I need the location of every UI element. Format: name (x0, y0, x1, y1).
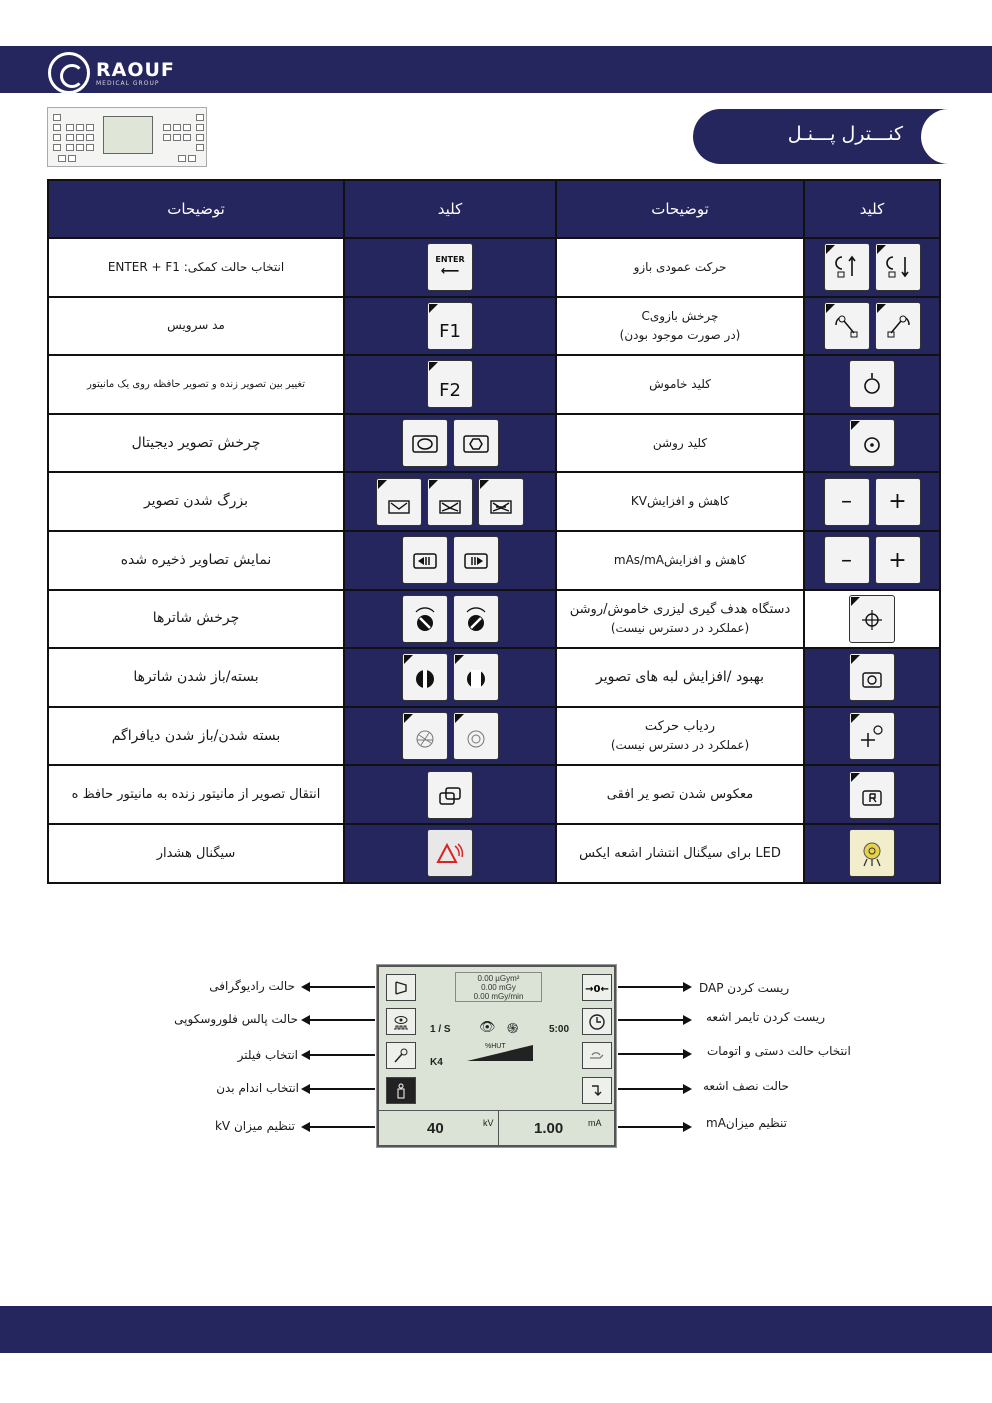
key-cell (804, 765, 940, 824)
desc-note: (عملکرد در دسترس نیست) (610, 620, 750, 635)
arrow (618, 1088, 690, 1090)
arrow (303, 986, 375, 988)
ma-increase-button: + (875, 536, 921, 584)
filter-select-button[interactable] (386, 1042, 416, 1069)
hut-label: %HUT (485, 1043, 506, 1050)
svg-text:→0←: →0← (585, 983, 609, 995)
power-on-icon (849, 419, 895, 467)
desc-line: چرخش بازویC (641, 308, 719, 323)
zoom-level-2-icon (427, 478, 473, 526)
arrow (303, 1019, 375, 1021)
table-row (48, 297, 940, 356)
label-pulse-fluoro: حالت پالس فلوروسکوپی (174, 1012, 298, 1026)
label-filter: انتخاب فیلتر (237, 1048, 298, 1062)
desc-note: (در صورت موجود بودن) (619, 327, 741, 342)
description-cell: بزرگ شدن تصویر (48, 472, 344, 531)
c-arm-rotate-right-icon (875, 302, 921, 350)
description-cell: انتقال تصویر از مانیتور زنده به مانیتور حافظ ه (48, 765, 344, 824)
iris-open-icon (453, 712, 499, 760)
key-cell (344, 414, 556, 473)
arrow (303, 1088, 375, 1090)
ma-unit: mA (588, 1118, 602, 1128)
label-radiography: حالت رادیوگرافی (209, 979, 295, 993)
dap-line: 0.00 µGym² (477, 974, 520, 983)
key-cell (344, 590, 556, 649)
key-cell (804, 355, 940, 414)
shutter-rotate-right-icon (453, 595, 499, 643)
key-cell (804, 590, 940, 649)
body-part-button[interactable] (386, 1077, 416, 1104)
label-kv-setting: تنظیم میزان kV (214, 1119, 295, 1133)
key-cell (344, 824, 556, 883)
header-key-left: کلید (344, 180, 556, 238)
description-cell: بسته/باز شدن شاترها (48, 648, 344, 707)
description-cell: LED برای سیگنال انتشار اشعه ایکس (556, 824, 804, 883)
arm-down-icon (875, 243, 921, 291)
brand-name: RAOUF (96, 58, 175, 81)
description-cell: بسته شدن/باز شدن دیافراگم (48, 707, 344, 766)
desc-note: (عملکرد در دسترس نیست) (610, 738, 750, 753)
table-row (48, 531, 940, 590)
enter-key-icon: ENTER ⟵ (427, 243, 473, 291)
arrow (303, 1054, 375, 1056)
dose-rate-line: 0.00 mGy/min (473, 992, 524, 1001)
pulse-rate: 1 / S (430, 1024, 451, 1035)
logo (48, 52, 175, 94)
key-cell (344, 531, 556, 590)
description-cell: چرخش شاترها (48, 590, 344, 649)
description-cell: مد سرویس (48, 297, 344, 356)
timer-value: 5:00 (549, 1024, 570, 1035)
table-row (48, 414, 940, 473)
section-title-box (693, 109, 949, 164)
label-dap-reset: ریست کردن DAP (699, 981, 790, 995)
shutter-open-icon (453, 653, 499, 701)
dose-line: 0.00 mGy (481, 983, 516, 992)
flip-horizontal-icon (849, 771, 895, 819)
description-cell: حرکت عمودی بازو (556, 238, 804, 297)
section-title: کنـــترل پـــنـل (787, 123, 903, 145)
key-cell (804, 414, 940, 473)
f1-key-icon: F1 (427, 302, 473, 350)
shutter-rotate-left-icon (402, 595, 448, 643)
kv-increase-button: + (875, 478, 921, 526)
ma-value: 1.00 (534, 1120, 564, 1137)
arrow (618, 1126, 690, 1128)
description-cell: انتخاب حالت کمکی: ENTER + F1 (48, 238, 344, 297)
table-row (48, 238, 940, 297)
key-cell (344, 297, 556, 356)
screen-footer (379, 1110, 614, 1145)
arrow (618, 1019, 690, 1021)
radiography-mode-button[interactable] (386, 974, 416, 1001)
edge-enhance-icon (849, 653, 895, 701)
key-cell (804, 648, 940, 707)
label-ma-setting: تنظیم میزانmA (706, 1116, 787, 1130)
iris-close-icon (402, 712, 448, 760)
control-keys-table (47, 179, 941, 884)
stored-image-prev-icon (402, 536, 448, 584)
table-row (48, 648, 940, 707)
pulse-fluoro-button[interactable] (386, 1008, 416, 1035)
half-dose-button[interactable] (582, 1077, 612, 1104)
footer-bar (0, 1306, 992, 1353)
description-cell: سیگنال هشدار (48, 824, 344, 883)
panel-thumbnail (47, 107, 207, 167)
ma-decrease-button: – (824, 536, 870, 584)
rotate-image-ccw-icon (402, 419, 448, 467)
label-timer-reset: ریست کردن تایمر اشعه (706, 1010, 826, 1024)
description-cell (556, 590, 804, 649)
rotate-image-cw-icon (453, 419, 499, 467)
header-description-right: توضیحات (556, 180, 804, 238)
desc-line: دستگاه هدف گیری لیزری خاموش/روشن (569, 601, 791, 617)
manual-auto-button[interactable] (582, 1042, 612, 1069)
arrow (303, 1126, 375, 1128)
label-half-dose: حالت نصف اشعه (703, 1079, 789, 1093)
table-row (48, 707, 940, 766)
key-cell (804, 824, 940, 883)
key-cell (804, 297, 940, 356)
arm-up-icon (824, 243, 870, 291)
table-row (48, 824, 940, 883)
key-cell (804, 531, 940, 590)
logo-icon (48, 52, 90, 94)
description-cell (556, 297, 804, 356)
kv-value: 40 (427, 1120, 444, 1137)
description-cell: چرخش تصویر دیجیتال (48, 414, 344, 473)
motion-tracker-icon (849, 712, 895, 760)
eye-icon: 👁 (479, 1019, 496, 1034)
key-cell (344, 238, 556, 297)
transfer-image-icon (427, 771, 473, 819)
label-manual-auto: انتخاب حالت دستی و اتومات (707, 1044, 851, 1058)
hut-bar (467, 1041, 535, 1063)
filter-value: K4 (430, 1057, 443, 1068)
zoom-level-1-icon (376, 478, 422, 526)
power-off-icon (849, 360, 895, 408)
f2-key-icon: F2 (427, 360, 473, 408)
header-description-left: توضیحات (48, 180, 344, 238)
key-cell (344, 472, 556, 531)
table-row (48, 472, 940, 531)
key-cell (344, 355, 556, 414)
key-cell (344, 707, 556, 766)
table-row (48, 590, 940, 649)
brand-sub: MEDICAL GROUP (96, 79, 160, 87)
zoom-level-3-icon (478, 478, 524, 526)
kv-unit: kV (483, 1118, 494, 1128)
warning-signal-icon (427, 829, 473, 877)
description-cell: کلید روشن (556, 414, 804, 473)
key-cell (804, 238, 940, 297)
key-cell (804, 472, 940, 531)
arrow (618, 986, 690, 988)
arrow (618, 1053, 690, 1055)
timer-reset-button[interactable] (582, 1008, 612, 1035)
laser-target-icon (849, 595, 895, 643)
description-cell: بهبود /افزایش لبه های تصویر (556, 648, 804, 707)
xray-led-icon (849, 829, 895, 877)
shutter-close-icon (402, 653, 448, 701)
description-cell: تغییر بین تصویر زنده و تصویر حافظه روی یک مانیتور (48, 355, 344, 414)
description-cell (556, 707, 804, 766)
description-cell: کاهش و افزایشmAs/mA (556, 531, 804, 590)
stored-image-next-icon (453, 536, 499, 584)
kv-decrease-button: – (824, 478, 870, 526)
desc-line: ردیاب حرکت (644, 719, 716, 735)
spin-icon: ֍ (507, 1020, 519, 1036)
description-cell: کلید خاموش (556, 355, 804, 414)
key-cell (804, 707, 940, 766)
dap-reset-button[interactable] (582, 974, 612, 1001)
description-cell: معکوس شدن تصو یر افقی (556, 765, 804, 824)
table-row (48, 765, 940, 824)
header-key-right: کلید (804, 180, 940, 238)
description-cell: نمایش تصاویر ذخیره شده (48, 531, 344, 590)
label-body-part: انتخاب اندام بدن (216, 1081, 299, 1095)
table-row (48, 355, 940, 414)
key-cell (344, 765, 556, 824)
c-arm-rotate-left-icon (824, 302, 870, 350)
key-cell (344, 648, 556, 707)
description-cell: کاهش و افزایشKV (556, 472, 804, 531)
dap-readout (455, 972, 542, 1002)
